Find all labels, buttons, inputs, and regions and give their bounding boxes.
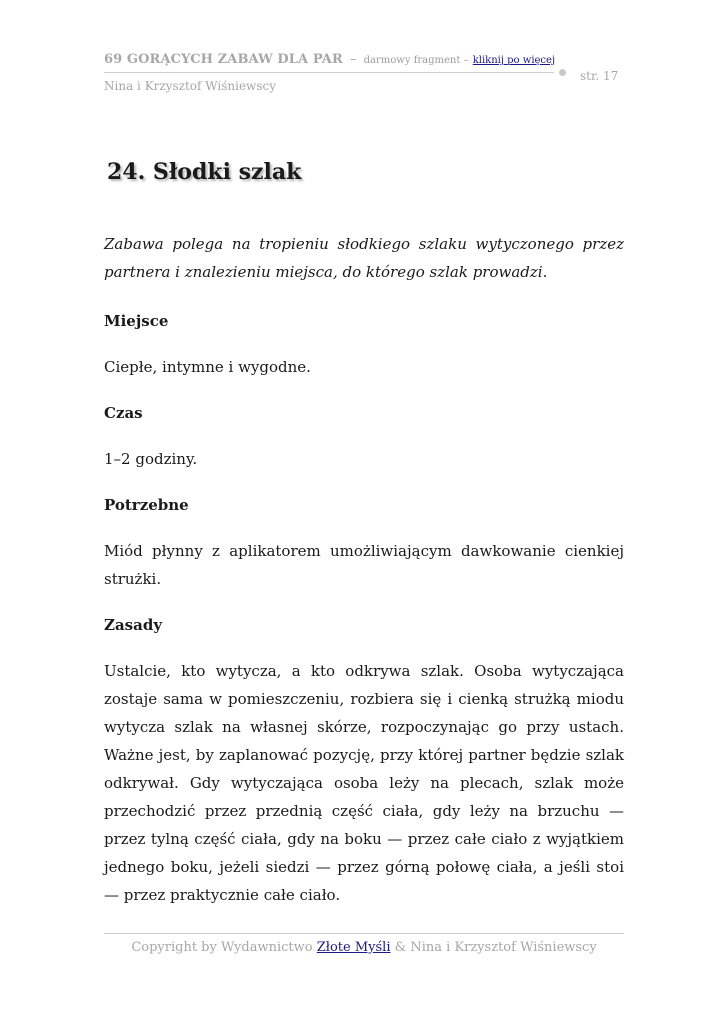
time-text: 1–2 godziny. — [104, 450, 198, 468]
fragment-label: darmowy fragment – — [363, 55, 469, 66]
rules-text: Ustalcie, kto wytycza, a kto odkrywa szlak. Osoba wytyczająca zostaje sama w pomieszczeniu, rozbiera się i cienką strużką miodu wytycza szlak na własnej skórze, rozpoczynając go przy ustach. Ważne jest, by zaplanować pozycję, przy której partner będzie szlak odkrywał. Gdy wytyczająca osoba leży na plecach, szlak może przechodzić przez przednią część ciała, gdy leży na brzuchu — przez tylną część ciała, gdy na boku — przez całe ciało z wyjątkiem jednego boku, jeżeli siedzi — przez górną połowę ciała, a jeśli stoi — przez praktycznie całe ciało. — [104, 662, 624, 904]
publisher-link[interactable]: Złote Myśli — [316, 940, 391, 955]
header-authors: Nina i Krzysztof Wiśniewscy — [104, 79, 276, 93]
page-footer — [104, 940, 624, 955]
bullet-icon — [559, 69, 566, 76]
page-header — [104, 52, 624, 93]
needed-heading: Potrzebne — [104, 496, 189, 514]
chapter-title: 24. Słodki szlak — [107, 159, 302, 185]
copyright-prefix: Copyright by Wydawnictwo — [131, 940, 313, 955]
chapter-intro: Zabawa polega na tropieniu słodkiego szlaku wytyczonego przez partnera i znalezieniu miejsca, do którego szlak prowadzi. — [104, 235, 624, 281]
rules-heading: Zasady — [104, 616, 163, 634]
time-heading: Czas — [104, 404, 143, 422]
copyright-suffix: & Nina i Krzysztof Wiśniewscy — [394, 940, 597, 955]
place-heading: Miejsce — [104, 312, 169, 330]
needed-text: Miód płynny z aplikatorem umożliwiającym dawkowanie cienkiej strużki. — [104, 542, 624, 588]
header-separator: – — [350, 52, 357, 67]
footer-divider — [104, 933, 624, 934]
header-divider — [104, 72, 554, 73]
book-title: 69 GORĄCYCH ZABAW DLA PAR — [104, 52, 343, 67]
header-title-line — [104, 52, 624, 67]
more-link[interactable]: kliknij po więcej — [472, 55, 556, 66]
page-number: str. 17 — [580, 69, 619, 83]
chapter-content — [104, 230, 624, 909]
place-text: Ciepłe, intymne i wygodne. — [104, 358, 311, 376]
